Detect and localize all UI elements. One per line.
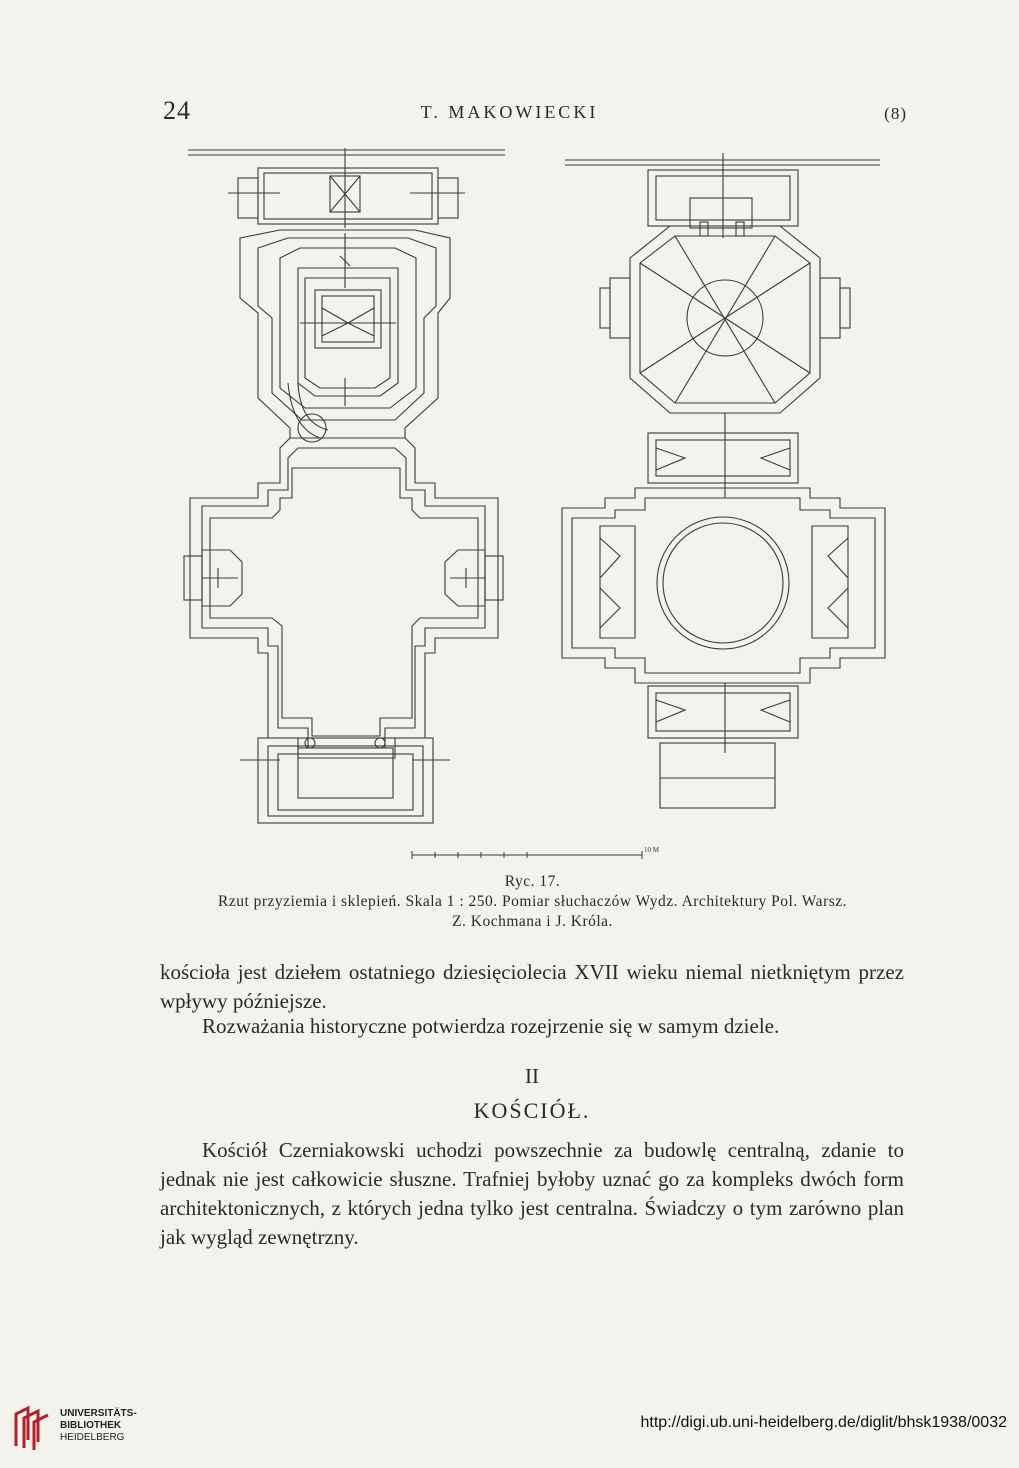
paragraph-1: kościoła jest dziełem ostatniego dziesięciolecia XVII wieku niemal nietkniętym przez wpływy późniejsze.: [160, 960, 904, 1013]
source-url-link[interactable]: http://digi.ub.uni-heidelberg.de/diglit/bhsk1938/0032: [640, 1414, 1007, 1431]
vault-plan: [562, 153, 885, 808]
floor-plan-figure: [180, 138, 900, 828]
library-logo-icon: [10, 1404, 54, 1452]
library-name-line2: BIBLIOTHEK: [60, 1420, 122, 1431]
paragraph-2: Rozważania historyczne potwierdza rozejrzenie się w samym dziele.: [202, 1014, 780, 1038]
section-heading: KOŚCIÓŁ.: [473, 1098, 591, 1123]
library-name-line3: HEIDELBERG: [60, 1432, 125, 1443]
running-header-author: T. MAKOWIECKI: [420, 102, 599, 122]
figure-caption-credit: Z. Kochmana i J. Króla.: [452, 913, 613, 930]
scale-bar: [410, 843, 670, 863]
section-roman-numeral: II: [525, 1064, 539, 1088]
ground-floor-plan: [184, 148, 505, 823]
page-footer: [0, 1392, 1019, 1468]
scale-label: 10 M: [644, 846, 659, 854]
page-number: 24: [163, 96, 191, 125]
figure-number: Ryc. 17.: [504, 873, 561, 890]
library-name: [60, 1408, 137, 1444]
section-number: (8): [884, 104, 907, 123]
paragraph-3: Kościół Czerniakowski uchodzi powszechnie za budowlę centralną, zdanie to jednak nie jest całkowicie słuszne. Trafniej byłoby uznać go za kompleks dwóch form architektonicznych, z których jedna tylko jest centralna. Świadczy o tym zarówno plan jak wygląd zewnętrzny.: [160, 1138, 904, 1249]
library-name-line1: UNIVERSITÄTS-: [60, 1408, 137, 1419]
figure-caption: Rzut przyziemia i sklepień. Skala 1 : 250. Pomiar słuchaczów Wydz. Architektury Pol. Warsz.: [217, 893, 848, 910]
